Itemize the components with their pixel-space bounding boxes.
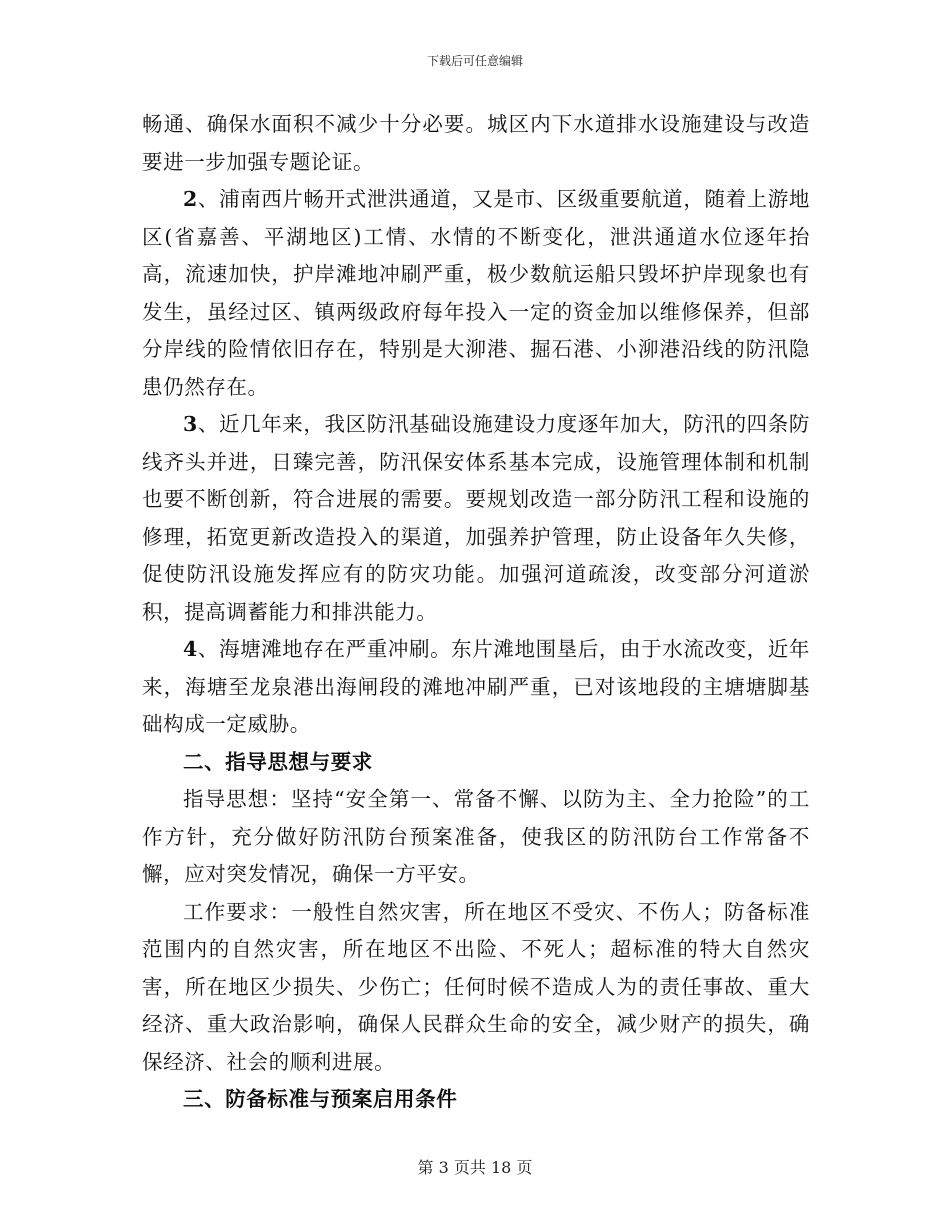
item-number-4: 4 <box>183 637 198 661</box>
page-header: 下载后可任意编辑 <box>426 54 523 68</box>
paragraph-2-text: 、浦南西片畅开式泄洪通道，又是市、区级重要航道，随着上游地区(省嘉善、平湖地区)工情、水情的不断变化，泄洪通道水位逐年抬高，流速加快，护岸滩地冲刷严重，极少数航运船只毁坏护岸现象也有发生，虽经过区、镇两级政府每年投入一定的资金加以维修保养，但部分岸线的险情依旧存在，特别是大泖港、掘石港、小泖港沿线的防汛隐患仍然存在。 <box>142 187 810 399</box>
section-heading-2: 二、指导思想与要求 <box>183 749 373 774</box>
item-number-2: 2 <box>183 187 198 211</box>
paragraph-4 <box>142 631 810 744</box>
paragraph-4-text: 、海塘滩地存在严重冲刷。东片滩地围垦后，由于水流改变，近年来，海塘至龙泉港出海闸段的滩地冲刷严重，已对该地段的主塘塘脚基础构成一定威胁。 <box>142 637 810 736</box>
paragraph-guiding-thought: 指导思想：坚持“安全第一、常备不懈、以防为主、全力抢险”的工作方针，充分做好防汛防台预案准备，使我区的防汛防台工作常备不懈，应对突发情况，确保一方平安。 <box>142 787 810 886</box>
section-heading-3: 三、防备标准与预案启用条件 <box>183 1087 458 1111</box>
paragraph-1: 畅通、确保水面积不减少十分必要。城区内下水道排水设施建设与改造要进一步加强专题论证。 <box>142 112 810 174</box>
item-number-3: 3 <box>183 412 198 436</box>
paragraph-2 <box>142 181 810 406</box>
paragraph-3-text: 、近几年来，我区防汛基础设施建设力度逐年加大，防汛的四条防线齐头并进，日臻完善，防汛保安体系基本完成，设施管理体制和机制也要不断创新，符合进展的需要。要规划改造一部分防汛工程和设施的修理，拓宽更新改造投入的渠道，加强养护管理，防止设备年久失修，促使防汛设施发挥应有的防灾功能。加强河道疏浚，改变部分河道淤积，提高调蓄能力和排洪能力。 <box>142 412 810 624</box>
paragraph-3 <box>142 406 810 631</box>
page-footer: 第 3 页共 18 页 <box>417 1158 533 1177</box>
document-body <box>142 106 810 1119</box>
paragraph-work-requirements: 工作要求：一般性自然灾害，所在地区不受灾、不伤人；防备标准范围内的自然灾害，所在地区不出险、不死人；超标准的特大自然灾害，所在地区少损失、少伤亡；任何时候不造成人为的责任事故、重大经济、重大政治影响，确保人民群众生命的安全，减少财产的损失，确保经济、社会的顺利进展。 <box>142 899 810 1074</box>
